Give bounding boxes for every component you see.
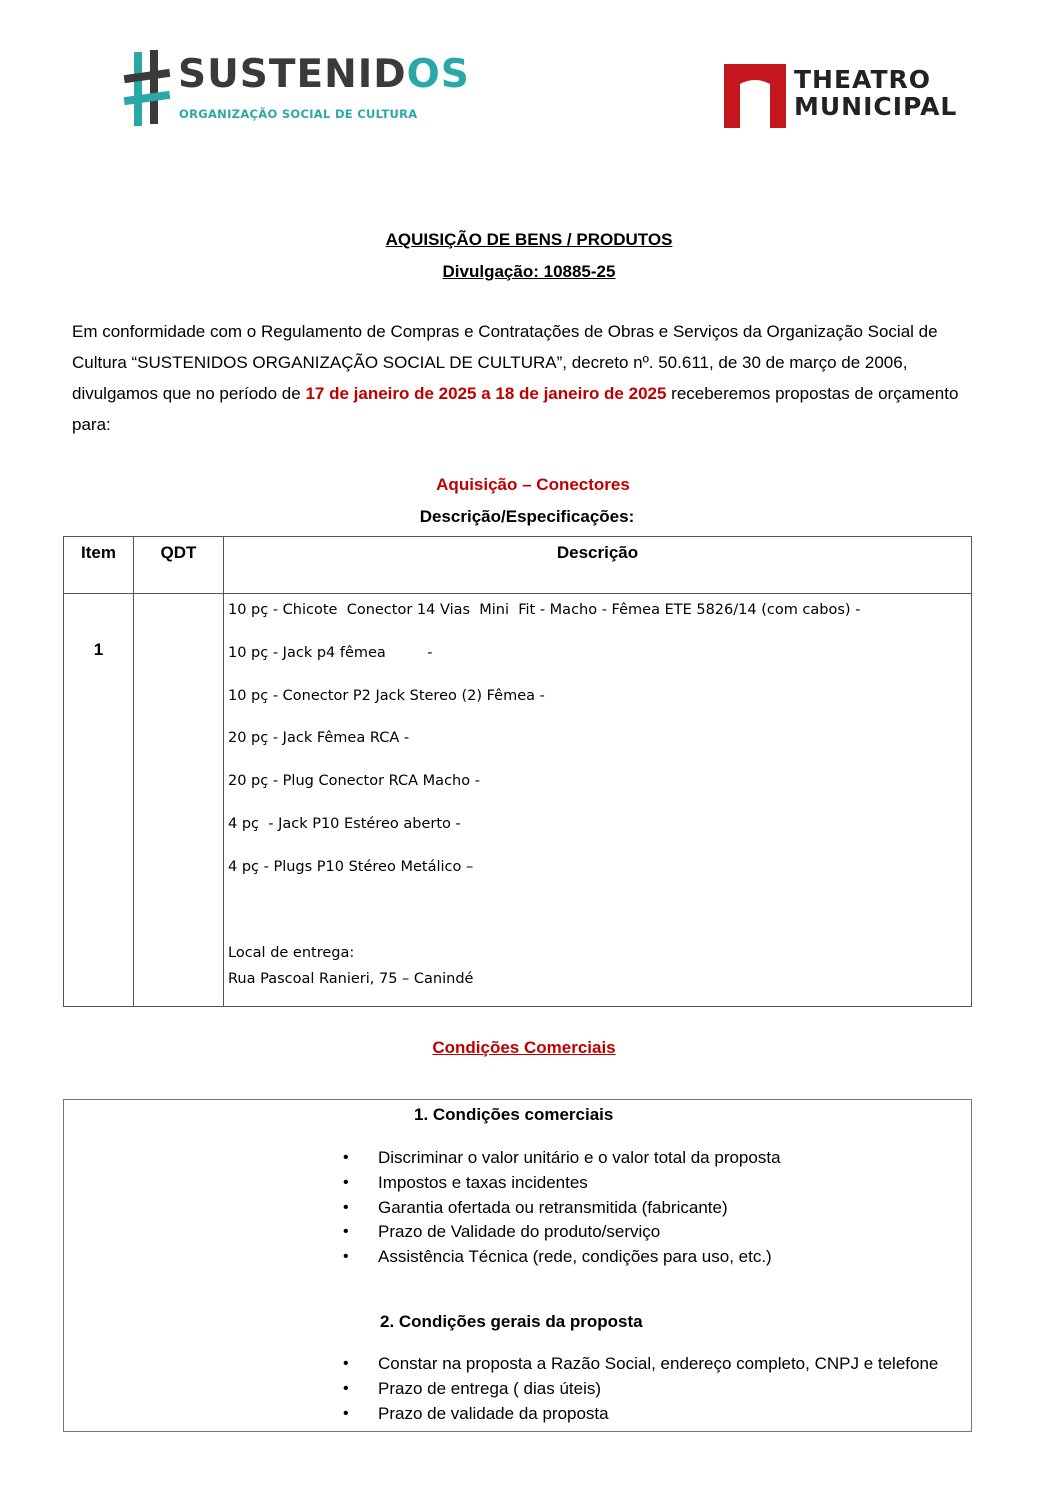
list-item: • Assistência Técnica (rede, condições para uso, etc.): [64, 1245, 781, 1270]
list-item: • Garantia ofertada ou retransmitida (fabricante): [64, 1196, 781, 1221]
section-1-heading: 1. Condições comerciais: [414, 1105, 614, 1124]
conditions-title: Condições Comerciais: [432, 1038, 616, 1057]
qdt-cell: [134, 594, 224, 1007]
table-row: [64, 594, 972, 1007]
column-header-item: Item: [64, 537, 134, 594]
sustenidos-wordmark: SUSTENIDOS: [178, 52, 470, 97]
period-highlight: 17 de janeiro de 2025 a 18 de janeiro de 2025: [305, 384, 667, 403]
hash-logo-icon: [122, 50, 174, 128]
list-item: • Prazo de Validade do produto/serviço: [64, 1220, 781, 1245]
column-header-qdt: QDT: [134, 537, 224, 594]
theatro-municipal-logo: [722, 62, 962, 132]
list-item: 4 pç - Jack P10 Estéreo aberto -: [228, 815, 461, 832]
divulgacao-number: Divulgação: 10885-25: [442, 262, 616, 281]
list-item: 4 pç - Plugs P10 Stéreo Metálico –: [228, 858, 474, 875]
column-header-descricao: Descrição: [224, 537, 972, 594]
conditions-box: [63, 1099, 972, 1432]
table-header-row: [64, 537, 972, 594]
list-item: 10 pç - Jack p4 fêmea -: [228, 644, 433, 661]
intro-paragraph: Em conformidade com o Regulamento de Compras e Contratações de Obras e Serviços da Organização Social de Cultura “SUSTENIDOS ORGANIZAÇÃO SOCIAL DE CULTURA”, decreto nº. 50.611, de 30 de março de 2006, divulgamos que no período de 17 de janeiro de 2025 a 18 de janeiro de 2025 receberemos propostas de orçamento para:: [72, 322, 959, 434]
list-item: 20 pç - Jack Fêmea RCA -: [228, 730, 410, 747]
list-item: • Discriminar o valor unitário e o valor total da proposta: [64, 1146, 781, 1171]
sustenidos-logo: [122, 50, 470, 130]
specifications-subtitle: Descrição/Especificações:: [419, 507, 635, 526]
page-title: AQUISIÇÃO DE BENS / PRODUTOS: [385, 230, 673, 249]
delivery-address: Rua Pascoal Ranieri, 75 – Canindé: [228, 970, 474, 987]
list-item: • Constar na proposta a Razão Social, endereço completo, CNPJ e telefone: [64, 1352, 938, 1377]
acquisition-title: Aquisição – Conectores: [436, 475, 630, 494]
section-2-heading: 2. Condições gerais da proposta: [380, 1312, 643, 1331]
list-item: • Prazo de validade da proposta: [64, 1402, 938, 1427]
list-item: • Impostos e taxas incidentes: [64, 1171, 781, 1196]
theatre-arch-icon: [724, 64, 788, 130]
sustenidos-subtitle: ORGANIZAÇÃO SOCIAL DE CULTURA: [179, 107, 418, 121]
list-item: 10 pç - Conector P2 Jack Stereo (2) Fêmea -: [228, 687, 545, 704]
description-cell: [224, 594, 972, 1007]
list-item: 20 pç - Plug Conector RCA Macho -: [228, 773, 480, 790]
list-item: • Prazo de entrega ( dias úteis): [64, 1377, 938, 1402]
list-item: 10 pç - Chicote Conector 14 Vias Mini Fit - Macho - Fêmea ETE 5826/14 (com cabos) -: [228, 602, 861, 618]
item-number: 1: [64, 594, 134, 1007]
section-1-list: [64, 1146, 781, 1270]
delivery-label: Local de entrega:: [228, 944, 355, 961]
theatro-municipal-wordmark: THEATRO MUNICIPAL: [794, 65, 958, 121]
items-table: [63, 536, 972, 1007]
section-2-list: [64, 1352, 938, 1426]
